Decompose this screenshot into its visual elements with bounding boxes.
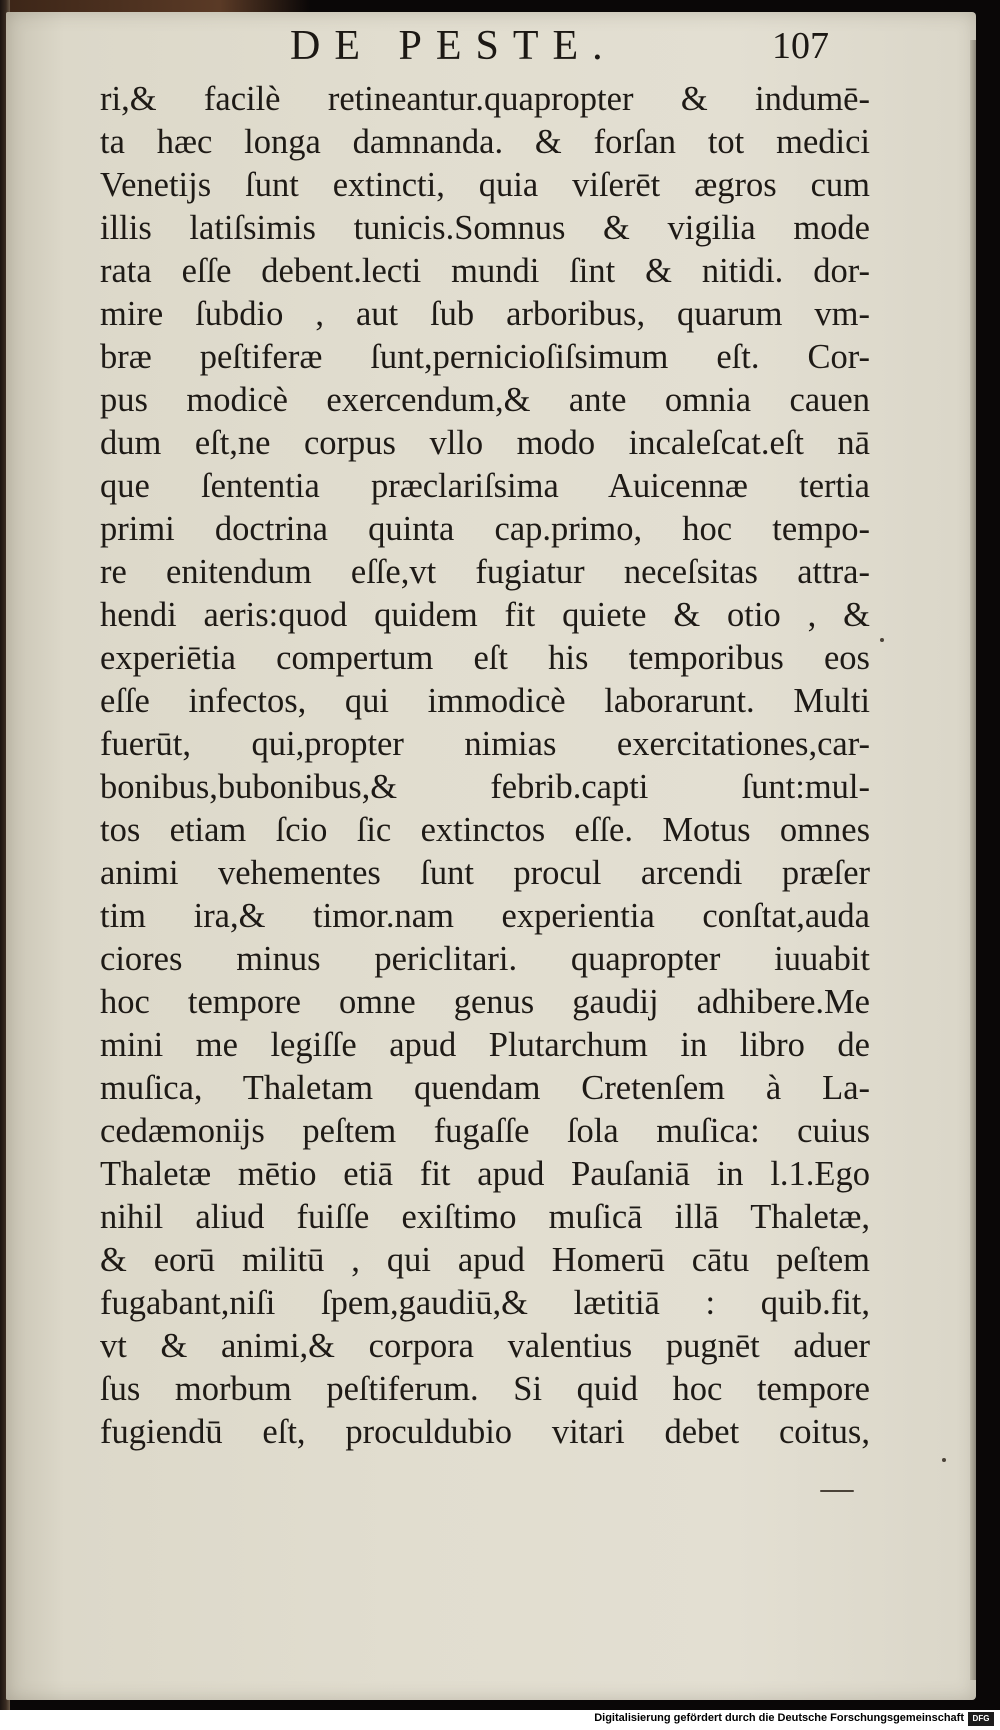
ink-speck bbox=[880, 638, 884, 642]
text-line: tim ira,& timor.nam experientia conſtat,auda bbox=[100, 897, 870, 935]
text-line: rata eſſe debent.lecti mundi ſint & nitidi. dor- bbox=[100, 252, 870, 290]
text-line: re enitendum eſſe,vt fugiatur neceſsitas attra- bbox=[100, 553, 870, 591]
text-line: bonibus,bubonibus,& febrib.capti ſunt:mul- bbox=[100, 768, 870, 806]
text-line: fugiendū eſt, proculdubio vitari debet coitus, bbox=[100, 1413, 870, 1451]
text-line: vt & animi,& corpora valentius pugnēt aduer bbox=[100, 1327, 870, 1365]
digitization-credit: Digitalisierung gefördert durch die Deutsche Forschungsgemeinschaft bbox=[594, 1712, 964, 1724]
text-line: experiētia compertum eſt his temporibus eos bbox=[100, 639, 870, 677]
body-text bbox=[100, 78, 870, 1454]
text-line: mire ſubdio , aut ſub arboribus, quarum vm- bbox=[100, 295, 870, 333]
text-line: ciores minus periclitari. quapropter iuuabit bbox=[100, 940, 870, 978]
ink-speck bbox=[942, 1458, 946, 1462]
text-line: tos etiam ſcio ſic extinctos eſſe. Motus omnes bbox=[100, 811, 870, 849]
page-number: 107 bbox=[772, 25, 829, 67]
text-line: hendi aeris:quod quidem fit quiete & otio , & bbox=[100, 596, 870, 634]
text-line: illis latiſsimis tunicis.Somnus & vigilia mode bbox=[100, 209, 870, 247]
dfg-logo: DFG bbox=[968, 1712, 994, 1726]
text-line: ri,& facilè retineantur.quapropter & indumē- bbox=[100, 80, 870, 118]
text-line: Thaletæ mētio etiā fit apud Pauſaniā in l.1.Ego bbox=[100, 1155, 870, 1193]
text-line: dum eſt,ne corpus vllo modo incaleſcat.eſt nā bbox=[100, 424, 870, 462]
text-line: mini me legiſſe apud Plutarchum in libro de bbox=[100, 1026, 870, 1064]
text-line: & eorū militū , qui apud Homerū cātu peſtem bbox=[100, 1241, 870, 1279]
text-line: primi doctrina quinta cap.primo, hoc tempo- bbox=[100, 510, 870, 548]
text-line: eſſe infectos, qui immodicè laborarunt. Multi bbox=[100, 682, 870, 720]
running-head: DE PESTE. bbox=[290, 23, 617, 69]
text-line: Venetijs ſunt extincti, quia viſerēt ægros cum bbox=[100, 166, 870, 204]
text-line: ta hæc longa damnanda. & forſan tot medici bbox=[100, 123, 870, 161]
text-line: pus modicè exercendum,& ante omnia cauen bbox=[100, 381, 870, 419]
text-line: fugabant,niſi ſpem,gaudiū,& lætitiā : quib.fit, bbox=[100, 1284, 870, 1322]
text-line: animi vehementes ſunt procul arcendi præſer bbox=[100, 854, 870, 892]
text-line: muſica, Thaletam quendam Cretenſem à La- bbox=[100, 1069, 870, 1107]
text-line: ſus morbum peſtiferum. Si quid hoc tempore bbox=[100, 1370, 870, 1408]
text-line: nihil aliud fuiſſe exiſtimo muſicā illā Thaletæ, bbox=[100, 1198, 870, 1236]
ink-speck bbox=[820, 1490, 854, 1492]
page-fore-edge bbox=[970, 40, 976, 1680]
text-line: bræ peſtiferæ ſunt,pernicioſiſsimum eſt. Cor- bbox=[100, 338, 870, 376]
text-line: hoc tempore omne genus gaudij adhibere.Me bbox=[100, 983, 870, 1021]
text-line: cedæmonijs peſtem fugaſſe ſola muſica: cuius bbox=[100, 1112, 870, 1150]
text-line: fuerūt, qui,propter nimias exercitationes,car- bbox=[100, 725, 870, 763]
text-line: que ſententia præclariſsima Auicennæ tertia bbox=[100, 467, 870, 505]
